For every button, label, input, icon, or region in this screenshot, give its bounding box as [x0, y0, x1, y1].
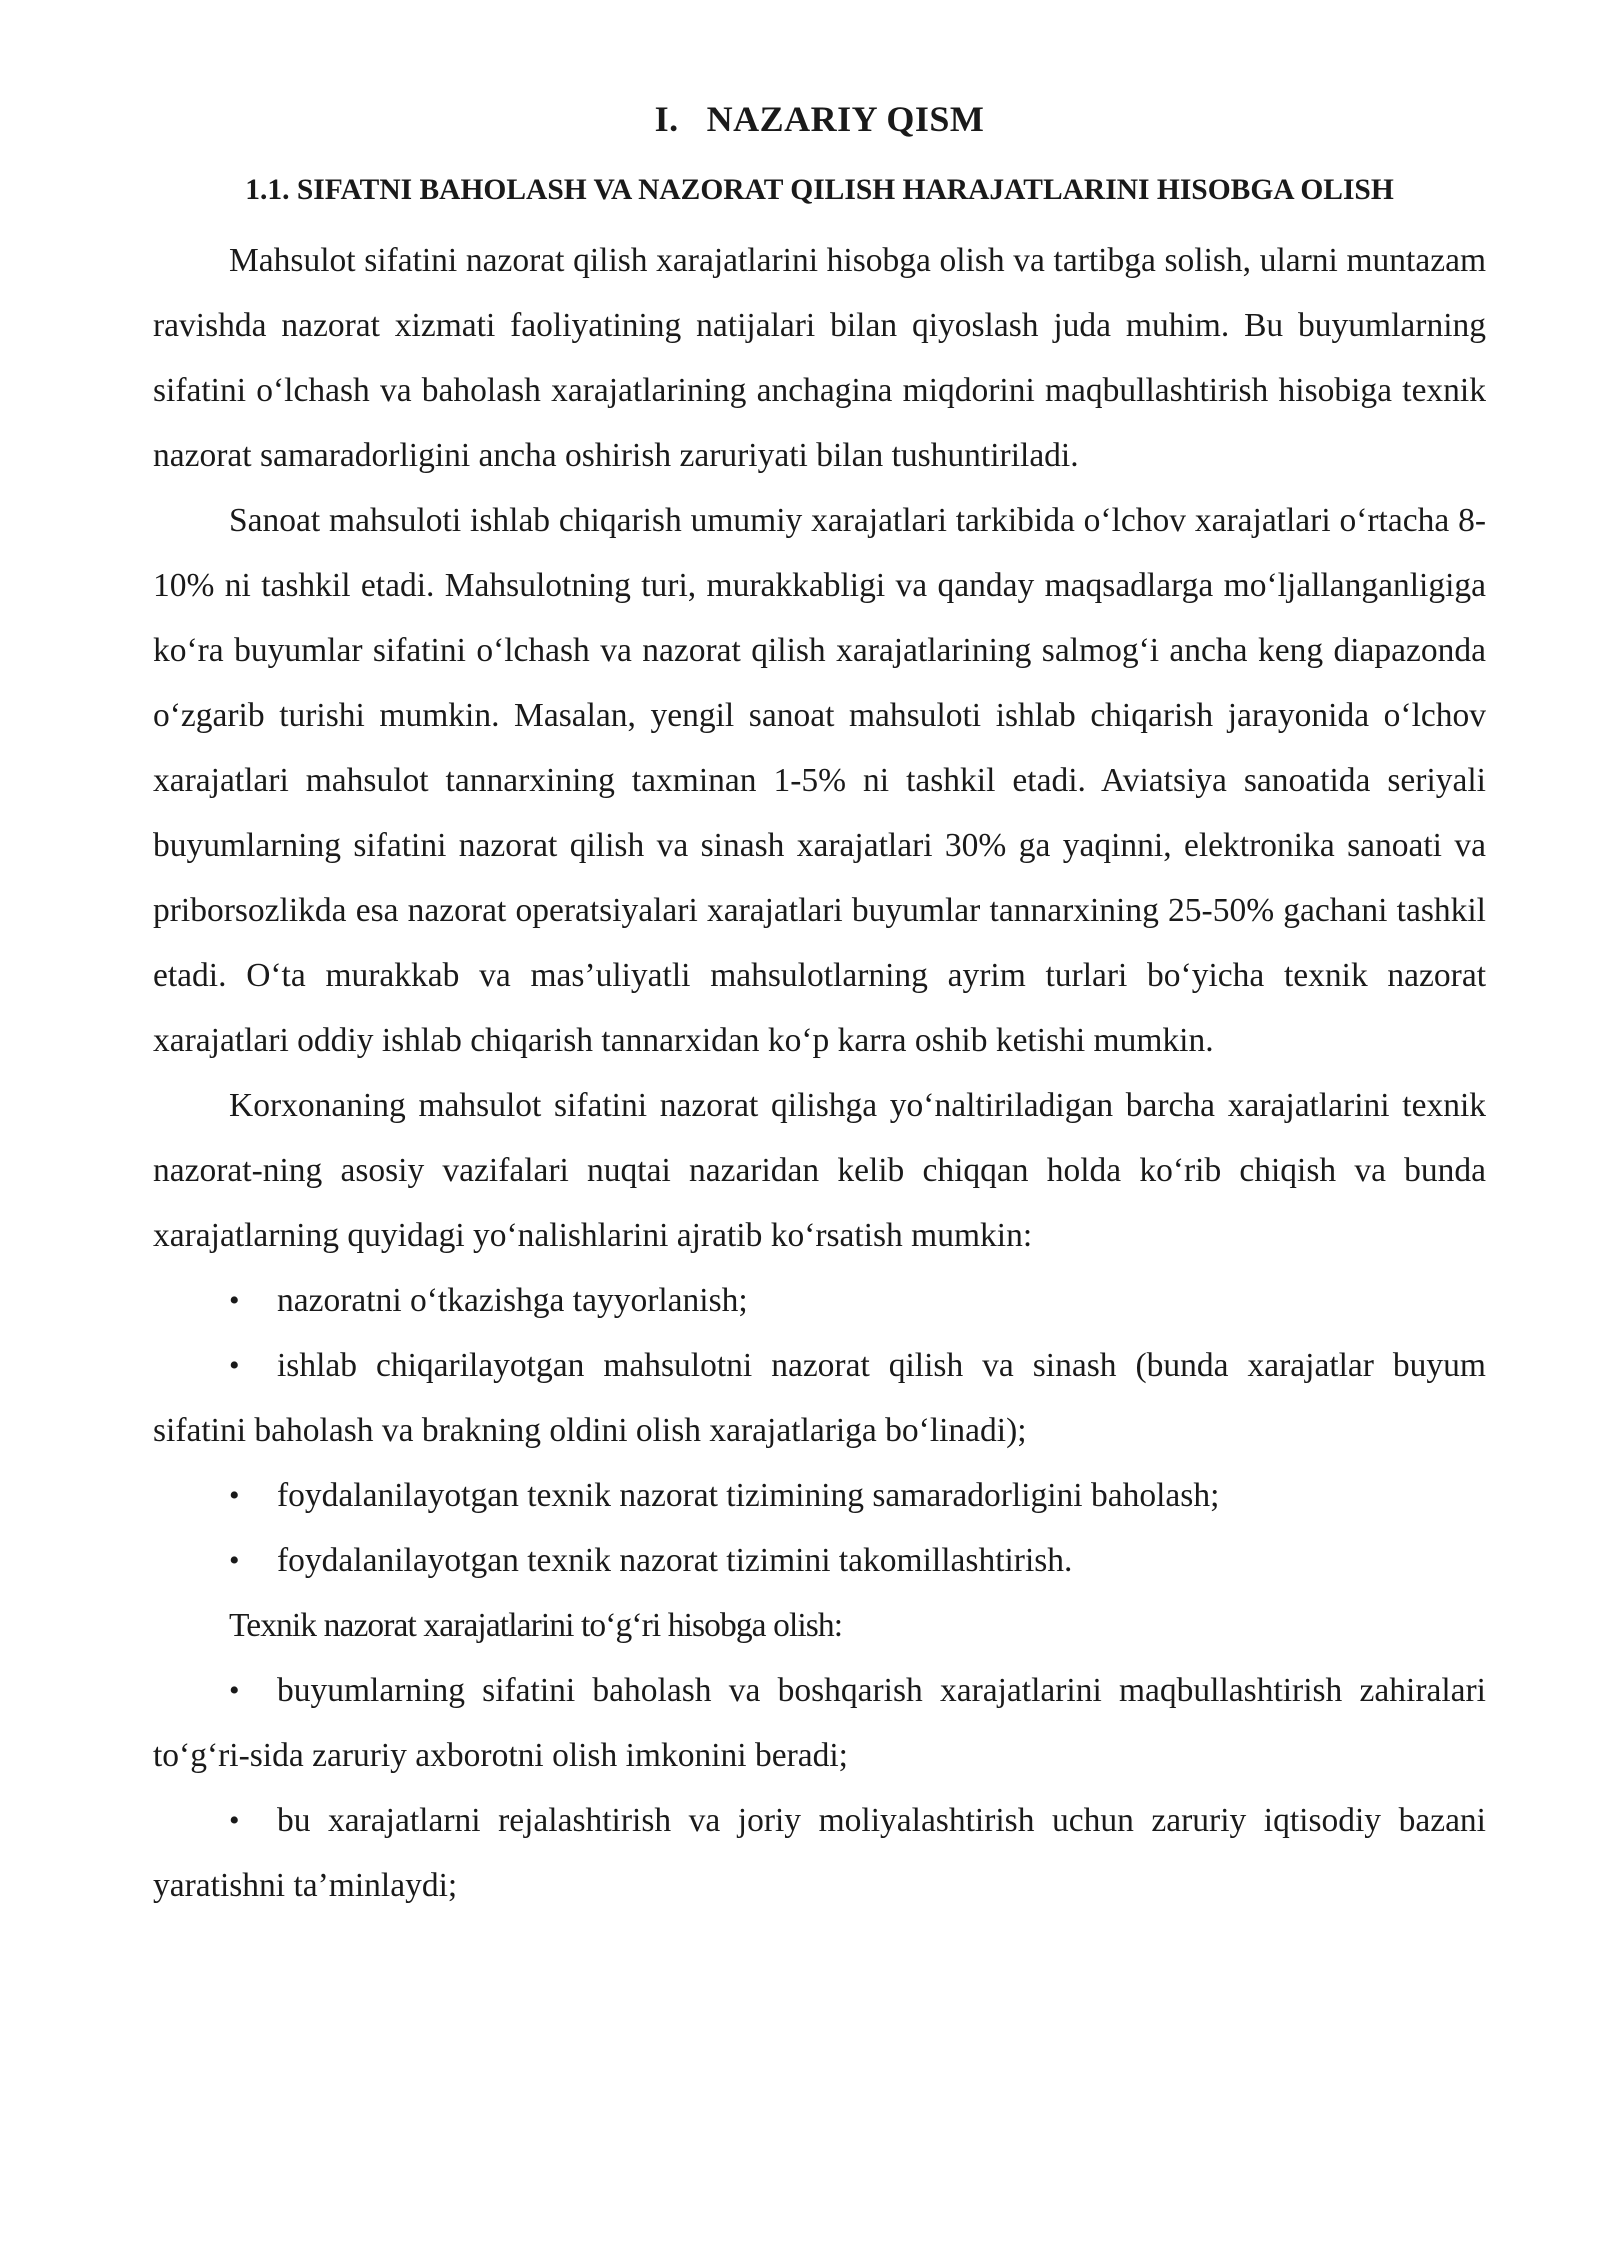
bullet-icon: • [229, 1284, 240, 1317]
list-item [153, 1333, 1486, 1463]
body-paragraph: Sanoat mahsuloti ishlab chiqarish umumiy xarajatlari tarkibida o‘lchov xarajatlari o‘rtacha 8-10% ni tashkil etadi. Mahsulotning turi, murakkabligi va qanday maqsadlarga mo‘ljallanganligiga ko‘ra buyumlar sifatini o‘lchash va nazorat qilish xarajatlarining salmog‘i ancha keng diapazonda o‘zgarib turishi mumkin. Masalan, yengil sanoat mahsuloti ishlab chiqarish jarayonida o‘lchov xarajatlari mahsulot tannarxining taxminan 1-5% ni tashkil etadi. Aviatsiya sanoatida seriyali buyumlarning sifatini nazorat qilish va sinash xarajatlari 30% ga yaqinni, elektronika sanoati va priborsozlikda esa nazorat operatsiyalari xarajatlari buyumlar tannarxining 25-50% gachani tashkil etadi. O‘ta murakkab va mas’uliyatli mahsulotlarning ayrim turlari bo‘yicha texnik nazorat xarajatlari oddiy ishlab chiqarish tannarxidan ko‘p karra oshib ketishi mumkin. [153, 502, 1486, 1059]
section-heading: 1.1. SIFATNI BAHOLASH VA NAZORAT QILISH HARAJATLARINI HISOBGA OLISH [245, 174, 1394, 206]
list-lead-text: Texnik nazorat xarajatlarini to‘g‘ri hisobga olish: [229, 1607, 843, 1644]
chapter-heading [153, 94, 1486, 144]
bullet-icon: • [229, 1804, 240, 1837]
chapter-title: NAZARIY QISM [706, 99, 985, 139]
list-item [153, 1788, 1486, 1918]
bullet-icon: • [229, 1674, 240, 1707]
bullet-icon: • [229, 1479, 240, 1512]
body-paragraph: Korxonaning mahsulot sifatini nazorat qilishga yo‘naltiriladigan barcha xarajatlarini texnik nazorat-ning asosiy vazifalari nuqtai nazaridan kelib chiqqan holda ko‘rib chiqish va bunda xarajatlarning quyidagi yo‘nalishlarini ajratib ko‘rsatish mumkin: [153, 1087, 1486, 1254]
list-item-text: nazoratni o‘tkazishga tayyorlanish; [277, 1282, 748, 1319]
document-page [153, 94, 1486, 1918]
list-item [153, 1268, 1486, 1333]
list-item-text: foydalanilayotgan texnik nazorat tizimining samaradorligini baholash; [277, 1477, 1220, 1514]
list-item [153, 1528, 1486, 1593]
bullet-icon: • [229, 1349, 240, 1382]
bullet-list [153, 1268, 1486, 1593]
list-item [153, 1463, 1486, 1528]
list-item-text: buyumlarning sifatini baholash va boshqarish xarajatlarini maqbullashtirish zahiralari to‘g‘ri-sida zaruriy axborotni olish imkonini beradi; [153, 1672, 1486, 1774]
list-item-text: foydalanilayotgan texnik nazorat tizimini takomillashtirish. [277, 1542, 1073, 1579]
list-item-text: bu xarajatlarni rejalashtirish va joriy moliyalashtirish uchun zaruriy iqtisodiy bazani yaratishni ta’minlaydi; [153, 1802, 1486, 1904]
bullet-list [153, 1658, 1486, 1918]
list-item [153, 1658, 1486, 1788]
bullet-icon: • [229, 1544, 240, 1577]
body-paragraph: Mahsulot sifatini nazorat qilish xarajatlarini hisobga olish va tartibga solish, ularni muntazam ravishda nazorat xizmati faoliyatining natijalari bilan qiyoslash juda muhim. Bu buyumlarning sifatini o‘lchash va baholash xarajatlarining anchagina miqdorini maqbullashtirish hisobiga texnik nazorat samaradorligini ancha oshirish zaruriyati bilan tushuntiriladi. [153, 242, 1486, 474]
list-item-text: ishlab chiqarilayotgan mahsulotni nazorat qilish va sinash (bunda xarajatlar buyum sifatini baholash va brakning oldini olish xarajatlariga bo‘linadi); [153, 1347, 1486, 1449]
chapter-number: I. [654, 99, 679, 139]
